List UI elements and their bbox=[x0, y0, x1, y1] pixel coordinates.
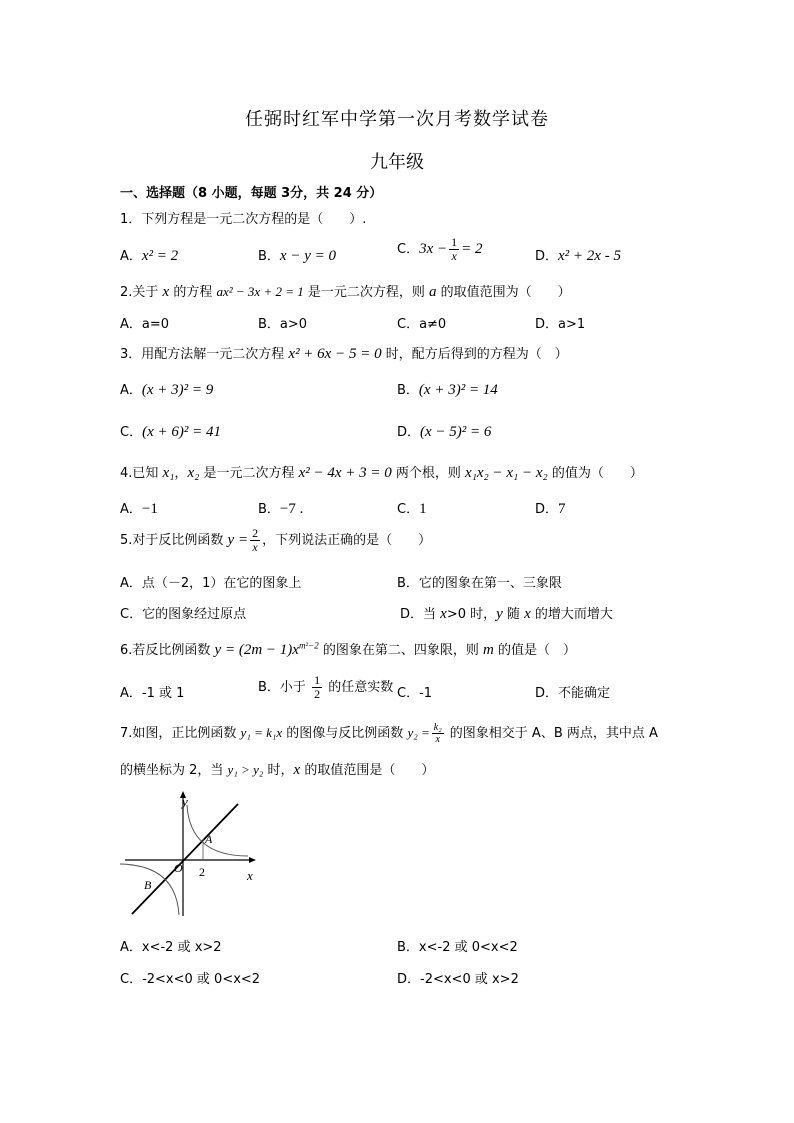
q6-b-numerator: 1 bbox=[314, 673, 321, 687]
q4-option-b-math: −7 . bbox=[279, 501, 304, 517]
q1-c-numerator: 1 bbox=[451, 235, 458, 249]
q6-stem-post: 的值是（ ） bbox=[493, 643, 576, 658]
q2-stem-x: x bbox=[162, 284, 170, 300]
q7-line2-post: 的取值范围是（ ） bbox=[300, 763, 435, 778]
q3-option-a-math: (x + 3)² = 9 bbox=[141, 382, 214, 398]
q3-option-b-math: (x + 3)² = 14 bbox=[418, 382, 498, 398]
q6-stem-pre: 6.若反比例函数 bbox=[120, 643, 215, 658]
q2-stem-post: 的取值范围为（ ） bbox=[436, 285, 571, 300]
q2-option-c: C．a≠0 bbox=[397, 317, 447, 332]
q3-stem-pre: 3．用配方法解一元二次方程 bbox=[120, 347, 289, 362]
q1-c-denominator: x bbox=[451, 249, 457, 263]
q1-stem: 1．下列方程是一元二次方程的是（ ）. bbox=[120, 212, 367, 227]
proportional-function-line bbox=[132, 804, 238, 914]
q7-line1-pre: 7.如图，正比例函数 bbox=[120, 726, 241, 741]
q4-stem bbox=[120, 462, 643, 482]
q4-stem-x2: x₂ bbox=[187, 465, 200, 481]
q5-stem-y: y = bbox=[227, 532, 249, 548]
q1-option-b bbox=[258, 245, 336, 265]
q5-option-d-mid: >0 时， bbox=[446, 607, 497, 622]
q3-option-a-label: A． bbox=[120, 383, 142, 398]
q7-line2-mid: 时， bbox=[263, 763, 294, 778]
q3-option-b-label: B． bbox=[397, 383, 419, 398]
q4-stem-x1: x₁ bbox=[162, 465, 175, 481]
q7-line1-fraction bbox=[432, 722, 444, 745]
q6-option-b-post: 的任意实数 bbox=[324, 680, 394, 695]
q2-option-b: B．a>0 bbox=[258, 317, 308, 332]
q7-option-c: C．-2<x<0 或 0<x<2 bbox=[120, 972, 261, 987]
point-b-label: B bbox=[144, 878, 152, 892]
q5-option-d-pre: D．当 bbox=[400, 607, 441, 622]
q4-stem-equation: x² − 4x + 3 = 0 bbox=[298, 465, 392, 481]
q5-option-d-post: 的增大而增大 bbox=[530, 607, 613, 622]
q1-option-b-math: x − y = 0 bbox=[279, 248, 336, 264]
q6-option-b bbox=[258, 674, 393, 701]
q3-option-d-math: (x − 5)² = 6 bbox=[420, 424, 492, 440]
q7-option-b: B．x<-2 或 0<x<2 bbox=[397, 940, 518, 955]
q6-b-denominator: 2 bbox=[314, 687, 321, 701]
q4-option-a bbox=[120, 498, 158, 518]
q1-option-b-label: B． bbox=[258, 249, 280, 264]
q4-option-a-label: A． bbox=[120, 502, 142, 517]
q1-option-d bbox=[535, 245, 621, 265]
q3-option-c-math: (x + 6)² = 41 bbox=[142, 424, 221, 440]
q4-stem-expression: x₁x₂ − x₁ − x₂ bbox=[465, 465, 548, 481]
q6-option-a: A．-1 或 1 bbox=[120, 686, 185, 701]
q7-option-d: D．-2<x<0 或 x>2 bbox=[397, 972, 519, 987]
q4-option-d-label: D． bbox=[535, 502, 559, 517]
q5-option-b: B．它的图象在第一、三象限 bbox=[397, 576, 562, 591]
q7-k2-denominator: x bbox=[435, 734, 440, 745]
q6-stem bbox=[120, 639, 576, 659]
q4-stem-pre: 4.已知 bbox=[120, 466, 163, 481]
q7-k2-numerator: k₂ bbox=[433, 722, 442, 733]
q2-stem-mid2: 是一元二次方程，则 bbox=[303, 285, 430, 300]
q7-line2-inequality: y₁ > y₂ bbox=[227, 762, 264, 777]
q3-stem-equation: x² + 6x − 5 = 0 bbox=[288, 346, 382, 362]
q1-option-d-math: x² + 2x - 5 bbox=[558, 248, 621, 264]
q5-stem-post: ，下列说法正确的是（ ） bbox=[262, 533, 432, 548]
q3-option-c bbox=[120, 421, 221, 441]
q4-option-a-math: −1 bbox=[141, 501, 158, 517]
q4-option-d bbox=[535, 498, 566, 518]
q5-option-d-x2: x bbox=[524, 606, 531, 622]
q4-stem-mid2: 是一元二次方程 bbox=[199, 466, 299, 481]
q7-line1-eq2: y₂ = bbox=[407, 725, 430, 740]
q5-option-a: A．点（－2，1）在它的图象上 bbox=[120, 576, 302, 591]
section-heading: 一、选择题（8 小题，每题 3分，共 24 分） bbox=[120, 186, 383, 201]
point-a-label: A bbox=[205, 832, 213, 846]
q1-option-a bbox=[120, 245, 178, 265]
q7-line2-x: x bbox=[293, 762, 301, 778]
q2-option-a: A．a=0 bbox=[120, 317, 170, 332]
q6-stem-equation: y = (2m − 1)x bbox=[214, 642, 299, 658]
q4-option-b-label: B． bbox=[258, 502, 280, 517]
q6-stem-mid: 的图象在第二、四象限，则 bbox=[318, 643, 483, 658]
q3-stem-post: 时，配方后得到的方程为（ ） bbox=[381, 347, 568, 362]
x-axis-label: x bbox=[247, 868, 253, 883]
q7-line1-post: 的图象相交于 A、B 两点，其中点 A bbox=[445, 726, 658, 741]
grade-subtitle: 九年级 bbox=[370, 152, 424, 173]
q7-stem-line2 bbox=[120, 759, 434, 779]
y-axis-label: y bbox=[182, 794, 188, 809]
q4-option-c-label: C． bbox=[397, 502, 420, 517]
q4-option-d-math: 7 bbox=[558, 501, 566, 517]
q5-numerator: 2 bbox=[252, 526, 259, 540]
q4-stem-post: 的值为（ ） bbox=[547, 466, 643, 481]
q1-option-c-label: C． bbox=[397, 242, 420, 257]
q2-stem bbox=[120, 281, 571, 301]
q7-function-graph bbox=[120, 788, 270, 920]
exam-title: 任弼时红军中学第一次月考数学试卷 bbox=[245, 109, 549, 130]
q3-option-d-label: D． bbox=[397, 425, 421, 440]
q6-option-b-fraction bbox=[312, 674, 322, 701]
q3-option-b bbox=[397, 379, 498, 399]
q4-stem-mid: ， bbox=[174, 466, 188, 481]
q3-stem bbox=[120, 343, 568, 363]
q5-stem bbox=[120, 527, 431, 554]
q6-option-c: C．-1 bbox=[397, 686, 433, 701]
q6-option-d: D．不能确定 bbox=[535, 686, 611, 701]
q7-option-a: A．x<-2 或 x>2 bbox=[120, 940, 222, 955]
q7-line1-mid: 的图像与反比例函数 bbox=[282, 726, 408, 741]
q2-stem-pre: 2.关于 bbox=[120, 285, 163, 300]
q5-option-d-mid2: 随 bbox=[502, 607, 525, 622]
q2-stem-mid: 的方程 bbox=[169, 285, 217, 300]
q5-option-d bbox=[400, 603, 613, 623]
q6-stem-exponent: m²−2 bbox=[298, 640, 319, 651]
q4-option-c-math: 1 bbox=[419, 501, 427, 517]
q7-stem-line1 bbox=[120, 722, 658, 745]
origin-label: O bbox=[174, 861, 183, 875]
q3-option-c-label: C． bbox=[120, 425, 143, 440]
q5-option-d-y: y bbox=[496, 606, 503, 622]
q2-option-d: D．a>1 bbox=[535, 317, 586, 332]
q5-option-d-x: x bbox=[440, 606, 447, 622]
tick-label-2: 2 bbox=[199, 865, 205, 879]
q6-stem-m: m bbox=[482, 642, 494, 658]
q1-option-c-pre: 3x − bbox=[419, 241, 448, 257]
q5-stem-pre: 5.对于反比例函数 bbox=[120, 533, 228, 548]
q4-option-c bbox=[397, 498, 427, 518]
q4-option-b bbox=[258, 498, 303, 518]
q5-option-c: C．它的图象经过原点 bbox=[120, 607, 247, 622]
q1-option-c bbox=[397, 236, 482, 263]
q5-stem-fraction bbox=[250, 527, 260, 554]
q2-stem-equation: ax² − 3x + 2 = 1 bbox=[216, 284, 304, 299]
q6-option-b-pre: B．小于 bbox=[258, 680, 311, 695]
q2-stem-a: a bbox=[429, 284, 437, 300]
q1-option-d-label: D． bbox=[535, 249, 559, 264]
q1-option-c-fraction bbox=[449, 236, 459, 263]
x-axis-arrow-icon bbox=[249, 857, 256, 863]
q7-line2-pre: 的横坐标为 2，当 bbox=[120, 763, 228, 778]
q7-line1-eq1: y₁ = k₁x bbox=[240, 725, 283, 740]
q1-option-a-math: x² = 2 bbox=[141, 248, 179, 264]
q5-denominator: x bbox=[252, 540, 258, 554]
q1-option-a-label: A． bbox=[120, 249, 142, 264]
q4-stem-mid3: 两个根，则 bbox=[391, 466, 466, 481]
q1-option-c-post: = 2 bbox=[461, 241, 483, 257]
q3-option-d bbox=[397, 421, 491, 441]
q3-option-a bbox=[120, 379, 213, 399]
